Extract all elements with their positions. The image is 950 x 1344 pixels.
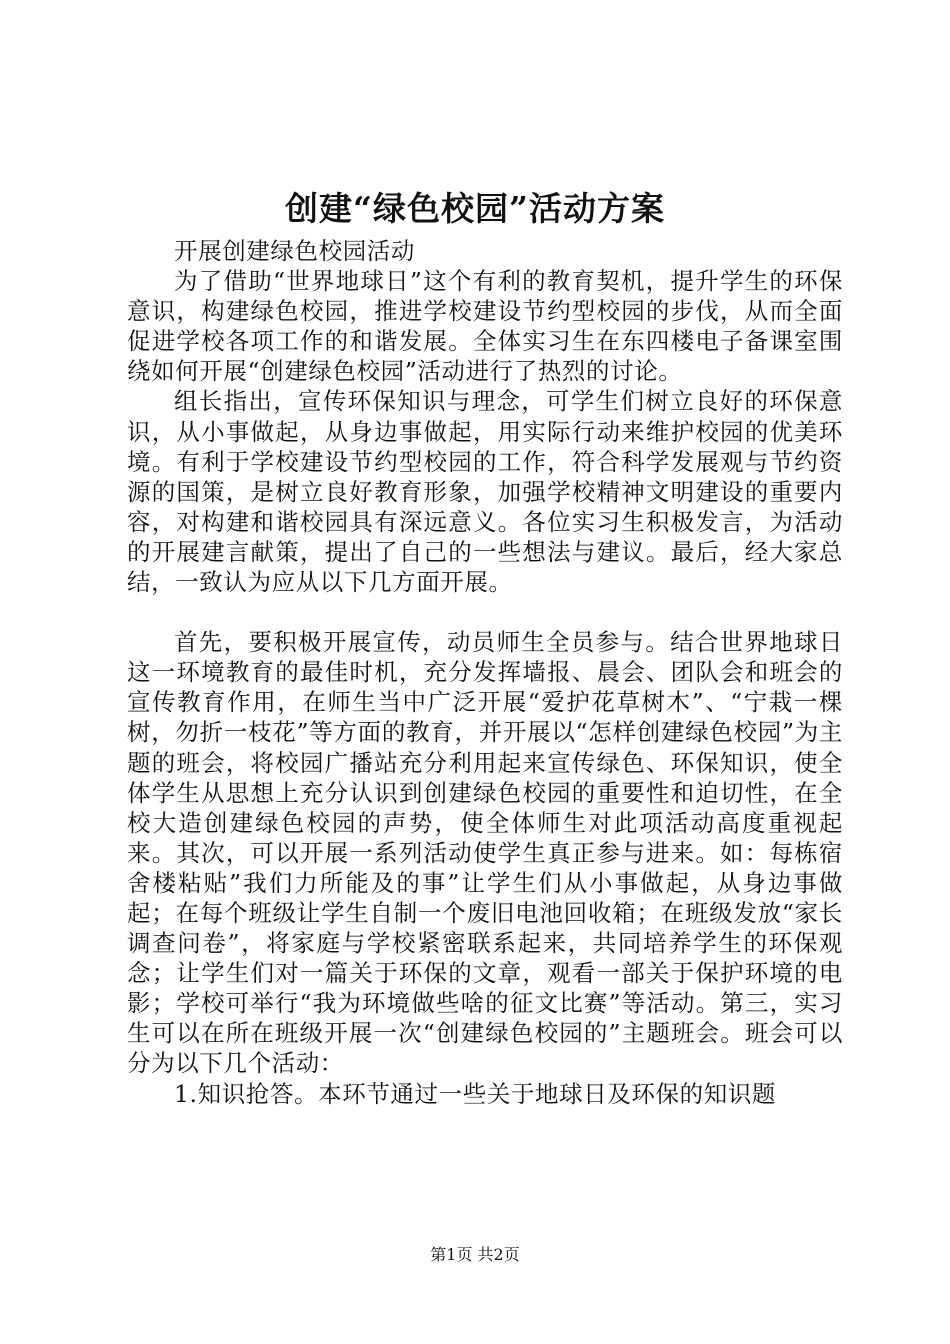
paragraph-leader-remarks: 组长指出，宣传环保知识与理念，可学生们树立良好的环保意识，从小事做起，从身边事做起，用实际行动来维护校园的优美环境。有利于学校建设节约型校园的工作，符合科学发展观与节约资源的国策，是树立良好教育形象，加强学校精神文明建设的重要内容，对构建和谐校园具有深远意义。各位实习生积极发言，为活动的开展建言献策，提出了自己的一些想法与建议。最后，经大家总结，一致认为应从以下几方面开展。	[127, 387, 843, 597]
paragraph-background: 为了借助“世界地球日”这个有利的教育契机，提升学生的环保意识，构建绿色校园，推进学校建设节约型校园的步伐，从而全面促进学校各项工作的和谐发展。全体实习生在东四楼电子备课室围绕如何开展“创建绿色校园”活动进行了热烈的讨论。	[127, 267, 843, 386]
paragraph-activities: 首先，要积极开展宣传，动员师生全员参与。结合世界地球日这一环境教育的最佳时机，充分发挥墙报、晨会、团队会和班会的宣传教育作用，在师生当中广泛开展“爱护花草树木”、“宁栽一棵树，勿折一枝花”等方面的教育，并开展以“怎样创建绿色校园”为主题的班会，将校园广播站充分利用起来宣传绿色、环保知识，使全体学生从思想上充分认识到创建绿色校园的重要性和迫切性，在全校大造创建绿色校园的声势，使全体师生对此项活动高度重视起来。其次，可以开展一系列活动使学生真正参与进来。如：每栋宿舍楼粘贴”我们力所能及的事”让学生们从小事做起，从身边事做起；在每个班级让学生自制一个废旧电池回收箱；在班级发放“家长调查问卷”，将家庭与学校紧密联系起来，共同培养学生的环保观念；让学生们对一篇关于环保的文章，观看一部关于保护环境的电影；学校可举行“我为环境做些啥的征文比赛”等活动。第三，实习生可以在所在班级开展一次“创建绿色校园的”主题班会。班会可以分为以下几个活动：	[127, 628, 843, 1078]
document-title: 创建“绿色校园”活动方案	[285, 189, 665, 228]
paragraph-item-1: 1.知识抢答。本环节通过一些关于地球日及环保的知识题	[174, 1079, 777, 1108]
intro-line: 开展创建绿色校园活动	[174, 237, 415, 265]
document-body	[127, 236, 843, 1109]
page-number-footer: 第1页 共2页	[430, 1245, 520, 1264]
